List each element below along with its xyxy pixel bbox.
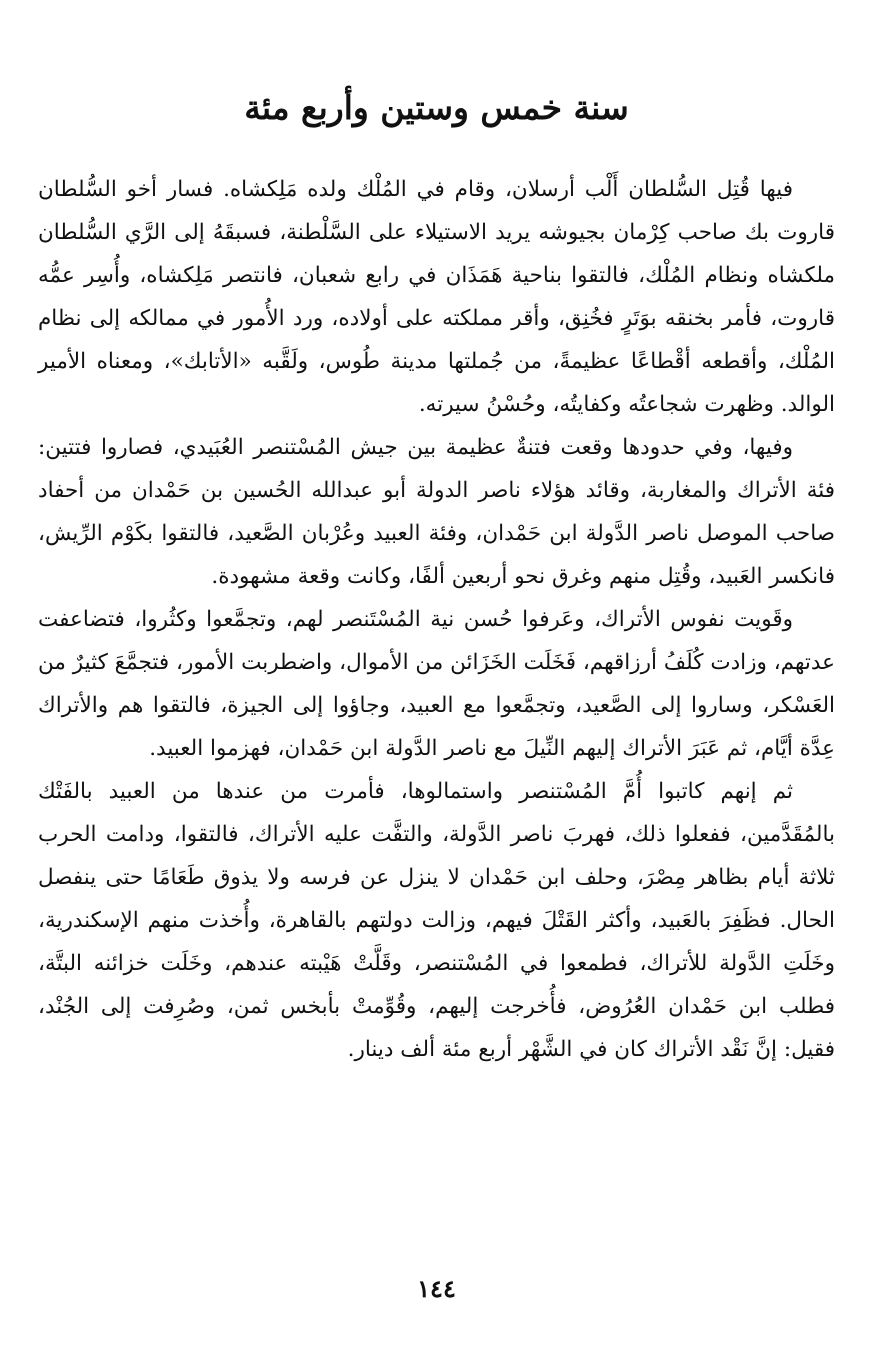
- chapter-title: سنة خمس وستين وأربع مئة: [244, 88, 629, 127]
- body-text: [38, 168, 835, 1071]
- paragraph-2: وفيها، وفي حدودها وقعت فتنةٌ عظيمة بين جيش المُسْتنصر العُبَيدي، فصاروا فتتين: فئة الأتراك والمغاربة، وقائد هؤلاء ناصر الدولة أبو عبدالله الحُسين بن حَمْدان من أحفاد صاحب الموصل ناصر الدَّولة ابن حَمْدان، وفئة العبيد وعُرْبان الصَّعيد، فالتقوا بكَوْم الرِّيش، فانكسر العَبيد، وقُتِل منهم وغرق نحو أربعين ألفًا، وكانت وقعة مشهودة.: [38, 435, 835, 589]
- page-number: ١٤٤: [417, 1274, 456, 1303]
- paragraph-1: فيها قُتِل السُّلطان أَلْب أرسلان، وقام في المُلْك ولده مَلِكشاه. فسار أخو السُّلطان قاروت بك صاحب كِرْمان بجيوشه يريد الاستيلاء على السَّلْطنة، فسبقَهُ إلى الرَّي السُّلطان ملكشاه ونظام المُلْك، فالتقوا بناحية هَمَذَان في رابع شعبان، فانتصر مَلِكشاه، وأُسِر عمُّه قاروت، فأمر بخنقه بوَتَرٍ فخُنِق، وأقر مملكته على أولاده، ورد الأُمور في ممالكه إلى نظام المُلْك، وأقطعه أقْطاعًا عظيمةً، من جُملتها مدينة طُوس، ولَقَّبه «الأتابك»، ومعناه الأمير الوالد. وظهرت شجاعتُه وكفايتُه، وحُسْنُ سيرته.: [38, 177, 835, 417]
- paragraph-3: وقَويت نفوس الأتراك، وعَرفوا حُسن نية المُسْتَنصر لهم، وتجمَّعوا وكثُروا، فتضاعفت عدتهم، وزادت كُلَفُ أرزاقهم، فَخَلَت الخَزَائن من الأموال، واضطربت الأمور، فتجمَّعَ كثيرٌ من العَسْكر، وساروا إلى الصَّعيد، وتجمَّعوا مع العبيد، وجاؤوا إلى الجيزة، فالتقوا هم والأتراك عِدَّة أيَّام، ثم عَبَرَ الأتراك إليهم النِّيلَ مع ناصر الدَّولة ابن حَمْدان، فهزموا العبيد.: [38, 607, 835, 761]
- paragraph-4: ثم إنهم كاتبوا أُمَّ المُسْتنصر واستمالوها، فأمرت من عندها من العبيد بالفَتْك بالمُقَدَّمين، ففعلوا ذلك، فهربَ ناصر الدَّولة، والتفَّت عليه الأتراك، فالتقوا، ودامت الحرب ثلاثة أيام بظاهر مِصْرَ، وحلف ابن حَمْدان لا ينزل عن فرسه ولا يذوق طَعَامًا حتى ينفصل الحال. فظَفِرَ بالعَبيد، وأكثر القَتْلَ فيهم، وزالت دولتهم بالقاهرة، وأُخذت منهم الإسكندرية، وخَلَتِ الدَّولة للأتراك، فطمعوا في المُسْتنصر، وقَلَّتْ هَيْبته عندهم، وخَلَت خزائنه البتَّة، فطلب ابن حَمْدان العُرُوض، فأُخرجت إليهم، وقُوِّمتْ بأبخس ثمن، وصُرِفت إلى الجُنْد، فقيل: إنَّ نَقْد الأتراك كان في الشَّهْر أربع مئة ألف دينار.: [38, 779, 835, 1062]
